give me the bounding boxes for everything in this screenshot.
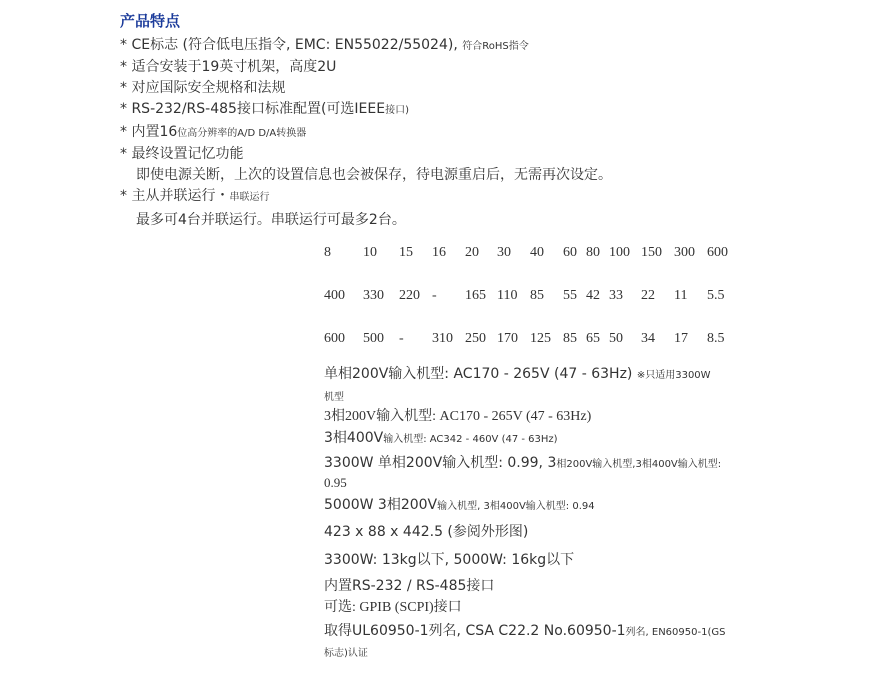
table-cell: 34	[641, 331, 655, 346]
features-heading: 产品特点	[120, 12, 181, 30]
feature-memory-text: * 最终设置记忆功能	[120, 146, 244, 162]
feature-safety-text: * 对应国际安全规格和法规	[120, 80, 286, 96]
feature-memory	[120, 143, 243, 163]
input-spec-3ph-400v-detail: 输入机型: AC342 - 460V (47 - 63Hz)	[383, 434, 558, 445]
feature-converter-text: * 内置16	[120, 124, 178, 140]
input-spec-single-200v	[324, 363, 711, 383]
table-cell: 55	[563, 288, 577, 303]
table-cell: 85	[530, 288, 544, 303]
feature-safety	[120, 77, 285, 97]
table-cell: 8.5	[707, 331, 725, 346]
feature-ce	[120, 34, 529, 54]
feature-converter-note: 位高分辨率的A/D D/A转换器	[177, 128, 307, 139]
feature-ce-text: * CE标志 (符合低电压指令, EMC: EN55022/55024),	[120, 37, 463, 53]
feature-interface-note: 接口)	[385, 105, 409, 116]
feature-parallel-text: * 主从并联运行・	[120, 188, 230, 204]
power-factor-5000w-detail: 输入机型, 3相400V输入机型: 0.94	[437, 501, 595, 512]
power-factor-3300w-detail: 相200V输入机型,3相400V输入机型:	[556, 459, 722, 470]
feature-ce-note: 符合RoHS指令	[462, 41, 529, 52]
table-cell: 150	[641, 245, 662, 260]
table-cell: 250	[465, 331, 486, 346]
table-cell: 60	[563, 245, 577, 260]
table-cell: 22	[641, 288, 655, 303]
certification-detail: 列名, EN60950-1(GS	[625, 627, 726, 638]
input-spec-3ph-400v-label: 3相400V	[324, 430, 384, 446]
power-factor-3300w-text: 3300W 单相200V输入机型: 0.99, 3	[324, 455, 557, 471]
table-cell: -	[399, 331, 404, 346]
certification-text: 取得UL60950-1列名, CSA C22.2 No.60950-1	[324, 623, 626, 639]
table-cell: 42	[586, 288, 600, 303]
table-cell: 500	[363, 331, 384, 346]
table-cell: 5.5	[707, 288, 725, 303]
input-spec-note-cont: 机型	[324, 392, 344, 403]
power-factor-5000w	[324, 494, 595, 514]
table-cell: 15	[399, 245, 413, 260]
feature-parallel	[120, 185, 269, 205]
feature-memory-detail: 即使电源关断，上次的设置信息也会被保存，待电源重启后，无需再次设定。	[136, 167, 612, 183]
certification	[324, 620, 725, 640]
dimensions: 423 x 88 x 442.5 (参阅外形图)	[324, 524, 529, 540]
table-cell: 600	[324, 331, 345, 346]
table-cell: 20	[465, 245, 479, 260]
table-cell: 220	[399, 288, 420, 303]
input-spec-note: ※只适用3300W	[636, 370, 711, 381]
table-cell: 310	[432, 331, 453, 346]
feature-rack-text: * 适合安装于19英寸机架，高度2U	[120, 59, 337, 75]
table-cell: 300	[674, 245, 695, 260]
table-cell: 110	[497, 288, 518, 303]
power-factor-3300w-cont: 0.95	[324, 475, 347, 490]
table-cell: 10	[363, 245, 377, 260]
table-cell: 40	[530, 245, 544, 260]
table-cell: 16	[432, 245, 446, 260]
table-cell: 85	[563, 331, 577, 346]
input-spec-3ph-400v	[324, 427, 558, 447]
input-spec-3ph-200v: 3相200V输入机型: AC170 - 265V (47 - 63Hz)	[324, 409, 592, 424]
table-cell: 50	[609, 331, 623, 346]
power-factor-5000w-text: 5000W 3相200V	[324, 497, 438, 513]
weight: 3300W: 13kg以下, 5000W: 16kg以下	[324, 552, 575, 568]
table-cell: 17	[674, 331, 688, 346]
feature-converter	[120, 121, 306, 141]
interface-builtin: 内置RS-232 / RS-485接口	[324, 578, 495, 594]
table-cell: 170	[497, 331, 518, 346]
power-factor-3300w	[324, 452, 721, 472]
certification-cont: 标志)认证	[324, 648, 368, 659]
table-cell: 11	[674, 288, 688, 303]
table-cell: 100	[609, 245, 630, 260]
table-cell: 400	[324, 288, 345, 303]
table-cell: 165	[465, 288, 486, 303]
table-cell: 8	[324, 245, 331, 260]
table-cell: 80	[586, 245, 600, 260]
table-cell: 125	[530, 331, 551, 346]
feature-interface-text: * RS-232/RS-485接口标准配置(可选IEEE	[120, 101, 386, 117]
feature-parallel-note: 串联运行	[229, 192, 270, 203]
table-cell: 330	[363, 288, 384, 303]
table-cell: 600	[707, 245, 728, 260]
feature-parallel-detail: 最多可4台并联运行。串联运行可最多2台。	[136, 212, 406, 228]
table-cell: 33	[609, 288, 623, 303]
interface-optional: 可选: GPIB (SCPI)接口	[324, 600, 462, 615]
table-cell: -	[432, 288, 437, 303]
feature-rack	[120, 56, 336, 76]
table-cell: 30	[497, 245, 511, 260]
table-cell: 65	[586, 331, 600, 346]
feature-interface	[120, 98, 409, 118]
input-spec-single-200v-text: 单相200V输入机型: AC170 - 265V (47 - 63Hz)	[324, 366, 633, 382]
